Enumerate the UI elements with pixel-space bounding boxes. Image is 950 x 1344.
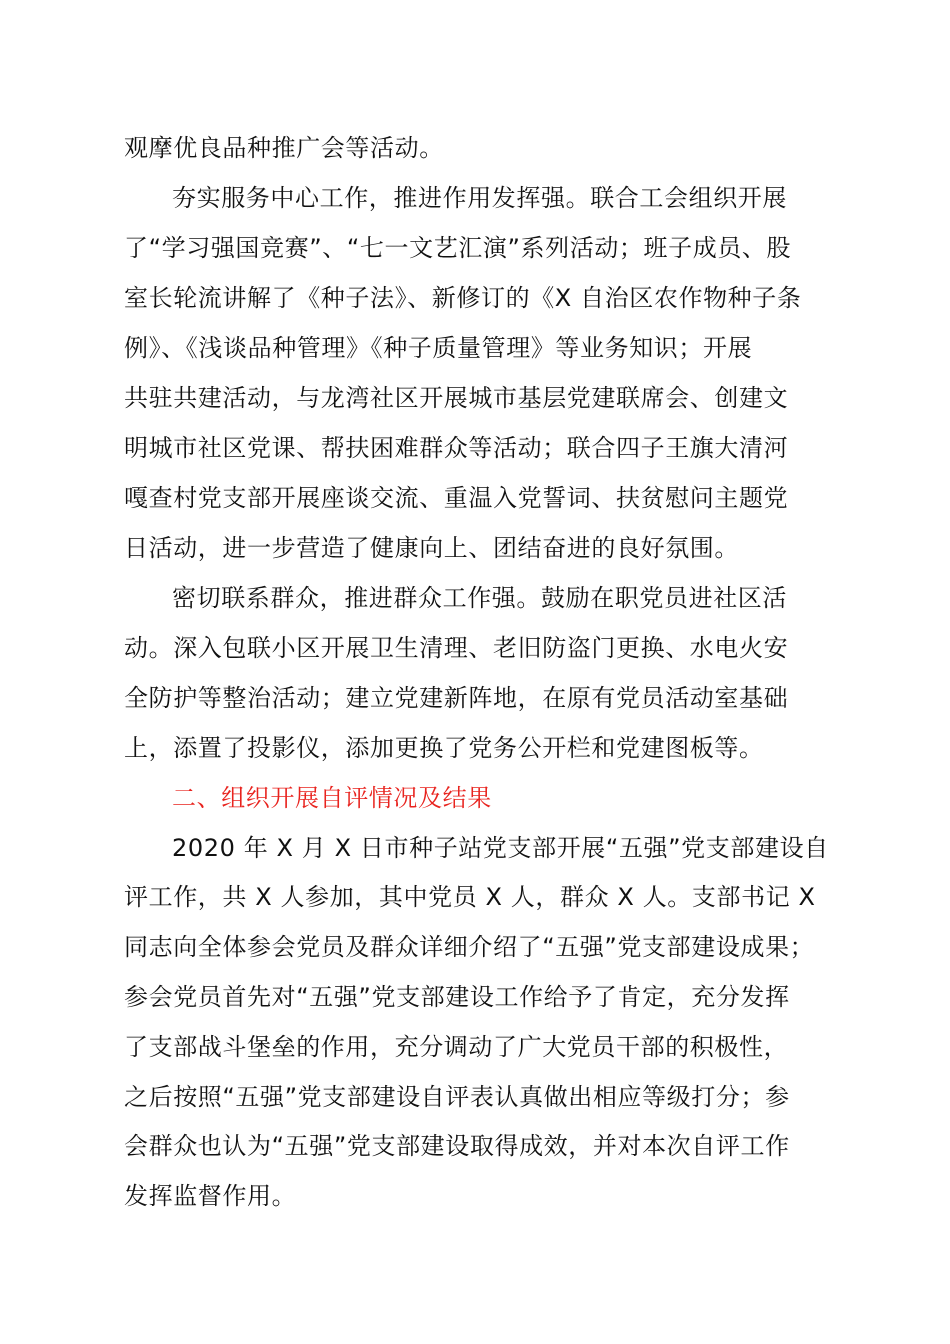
paragraph-line: 动。深入包联小区开展卫生清理、老旧防盗门更换、水电火安 [124, 634, 789, 662]
paragraph-line: 室长轮流讲解了《种子法》、新修订的《X 自治区农作物种子条 [124, 284, 802, 312]
paragraph-line: 密切联系群众，推进群众工作强。鼓励在职党员进社区活 [172, 584, 787, 612]
paragraph-line: 参会党员首先对“五强”党支部建设工作给予了肯定，充分发挥 [124, 983, 790, 1011]
paragraph-line: 明城市社区党课、帮扶困难群众等活动；联合四子王旗大清河 [124, 434, 789, 462]
paragraph-line: 评工作，共 X 人参加，其中党员 X 人，群众 X 人。支部书记 X [124, 883, 816, 911]
paragraph-line: 会群众也认为“五强”党支部建设取得成效，并对本次自评工作 [124, 1132, 790, 1160]
paragraph-line: 日活动，进一步营造了健康向上、团结奋进的良好氛围。 [124, 534, 739, 562]
paragraph-line: 2020 年 X 月 X 日市种子站党支部开展“五强”党支部建设自 [172, 834, 829, 862]
paragraph-line: 之后按照“五强”党支部建设自评表认真做出相应等级打分；参 [124, 1083, 790, 1111]
paragraph-line: 全防护等整治活动；建立党建新阵地，在原有党员活动室基础 [124, 684, 789, 712]
paragraph-line: 上，添置了投影仪，添加更换了党务公开栏和党建图板等。 [124, 734, 764, 762]
paragraph-line: 发挥监督作用。 [124, 1182, 297, 1210]
section-heading: 二、组织开展自评情况及结果 [172, 784, 492, 812]
paragraph-line: 了“学习强国竞赛”、“七一文艺汇演”系列活动；班子成员、股 [124, 234, 792, 262]
paragraph-line: 观摩优良品种推广会等活动。 [124, 134, 444, 162]
paragraph-line: 例》、《浅谈品种管理》《种子质量管理》等业务知识；开展 [124, 334, 753, 362]
paragraph-line: 夯实服务中心工作，推进作用发挥强。联合工会组织开展 [172, 184, 787, 212]
paragraph-line: 嘎查村党支部开展座谈交流、重温入党誓词、扶贫慰问主题党 [124, 484, 789, 512]
paragraph-line: 同志向全体参会党员及群众详细介绍了“五强”党支部建设成果； [124, 933, 815, 961]
paragraph-line: 共驻共建活动，与龙湾社区开展城市基层党建联席会、创建文 [124, 384, 789, 412]
paragraph-line: 了支部战斗堡垒的作用，充分调动了广大党员干部的积极性， [124, 1033, 789, 1061]
